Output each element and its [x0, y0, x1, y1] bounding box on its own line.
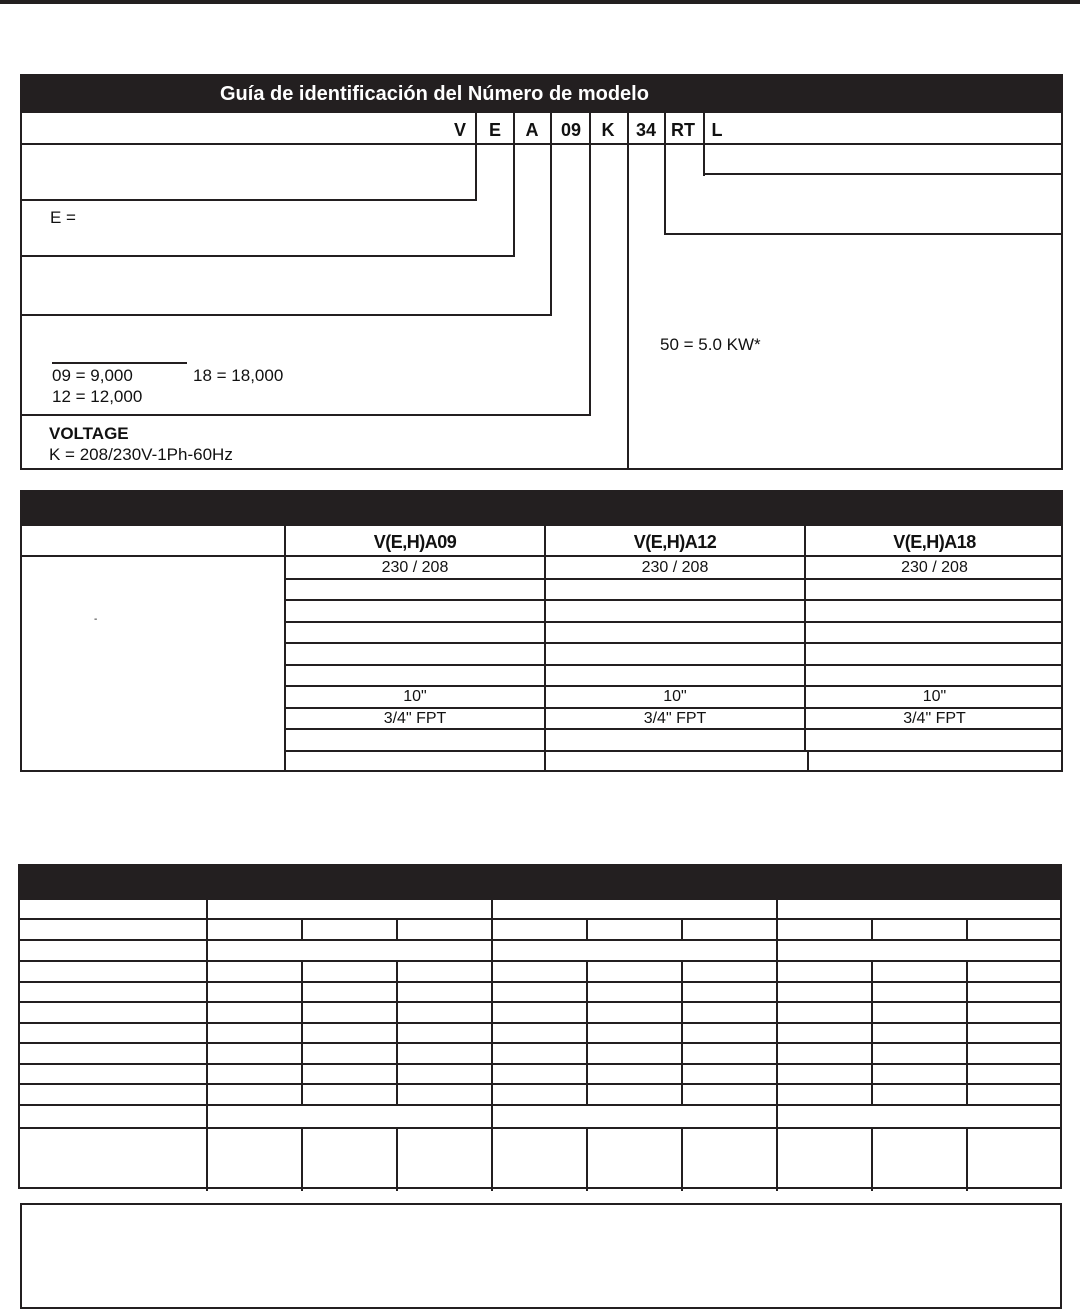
voltage-value: K = 208/230V-1Ph-60Hz [49, 445, 233, 464]
voltage-18: 230 / 208 [901, 559, 968, 576]
performance-table [18, 864, 1062, 1189]
e-label: E = [50, 208, 76, 227]
col-title-12: V(E,H)A12 [633, 532, 717, 552]
voltage-09: 230 / 208 [381, 559, 449, 576]
code-capacity: 09 [560, 120, 582, 140]
stray-mark: - [94, 614, 98, 625]
connection-12: 3/4" FPT [643, 710, 707, 727]
spec-table-header [22, 492, 1061, 526]
col-title-09: V(E,H)A09 [373, 532, 457, 552]
code-v: V [453, 120, 466, 140]
code-l: L [711, 120, 723, 140]
code-rt: RT [671, 120, 695, 140]
size-12: 10" [663, 688, 687, 705]
capacity-12: 12 = 12,000 [52, 387, 143, 406]
specification-table [20, 490, 1063, 772]
guide-title: Guía de identificación del Número de modelo [220, 83, 649, 105]
size-09: 10" [403, 688, 427, 705]
connection-18: 3/4" FPT [903, 710, 966, 727]
perf-table-header [20, 866, 1060, 900]
code-heater: 34 [635, 120, 657, 140]
voltage-12: 230 / 208 [641, 559, 709, 576]
col-title-18: V(E,H)A18 [893, 532, 976, 552]
heater-50: 50 = 5.0 KW* [660, 335, 761, 354]
capacity-18: 18 = 18,000 [193, 366, 284, 385]
code-a: A [525, 120, 539, 140]
guide-header [22, 76, 1061, 113]
notes-box [20, 1203, 1062, 1309]
code-e: E [488, 120, 501, 140]
voltage-title: VOLTAGE [49, 424, 129, 443]
capacity-09: 09 = 9,000 [52, 366, 133, 385]
code-voltage: K [601, 120, 615, 140]
size-18: 10" [922, 688, 947, 705]
perf-grid [20, 900, 1060, 1191]
model-number-guide [20, 74, 1063, 470]
top-rule [0, 0, 1080, 4]
connection-09: 3/4" FPT [383, 710, 447, 727]
